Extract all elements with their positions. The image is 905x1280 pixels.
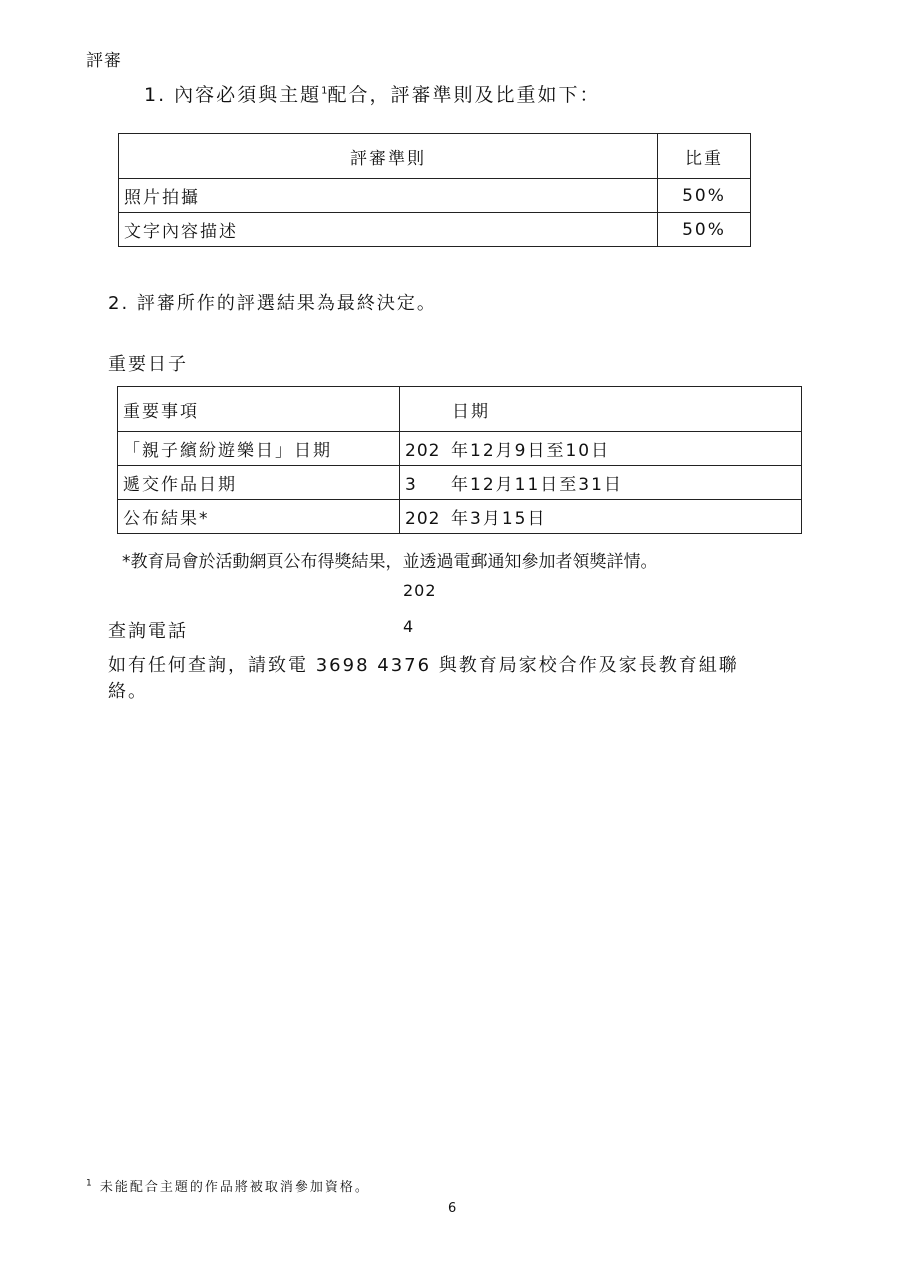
criterion-cell: 照片拍攝 [119, 179, 658, 213]
page-number: 6 [448, 1201, 457, 1216]
item-cell: 「親子繽紛遊樂日」日期 [118, 432, 400, 466]
point-1-text: 1. 內容必須與主題 [144, 84, 322, 106]
header-weight: 比重 [658, 134, 751, 179]
footnote-reference: 1 [321, 85, 328, 97]
criteria-table [118, 133, 751, 247]
section-title-judging: 評審 [86, 51, 122, 71]
enquiry-text-line-2: 絡。 [108, 681, 148, 702]
footnote-text: 未能配合主題的作品將被取消參加資格。 [99, 1180, 370, 1195]
table-header-row [118, 387, 802, 432]
results-note: *教育局會於活動網頁公布得獎結果，並透過電郵通知參加者領獎詳情。 [122, 552, 658, 572]
date-cell [400, 466, 802, 500]
date-text: 年12月9日至10日 [451, 441, 611, 461]
stray-year-fragment: 202 [403, 581, 437, 600]
date-text: 年12月11日至31日 [451, 475, 623, 495]
table-row [119, 213, 751, 247]
judging-point-1 [144, 80, 601, 107]
table-row [118, 466, 802, 500]
header-criteria: 評審準則 [119, 134, 658, 179]
weight-cell: 50% [658, 179, 751, 213]
point-1-rest: 配合，評審準則及比重如下： [327, 84, 601, 106]
year-fragment: 202 [405, 441, 441, 461]
year-fragment: 3 [405, 475, 417, 495]
year-fragment: 202 [405, 509, 441, 529]
table-row [118, 500, 802, 534]
important-dates-table [117, 386, 802, 534]
weight-cell: 50% [658, 213, 751, 247]
section-title-dates: 重要日子 [108, 354, 188, 375]
item-cell: 公布結果* [118, 500, 400, 534]
criterion-cell: 文字內容描述 [119, 213, 658, 247]
date-cell [400, 432, 802, 466]
date-text: 年3月15日 [451, 509, 547, 529]
footnote [86, 1176, 370, 1195]
section-title-enquiry: 查詢電話 [108, 621, 188, 642]
header-date: 日期 [400, 387, 802, 432]
table-row [119, 179, 751, 213]
date-cell [400, 500, 802, 534]
table-row [118, 432, 802, 466]
enquiry-text-line-1: 如有任何查詢，請致電 3698 4376 與教育局家校合作及家長教育組聯 [108, 655, 739, 676]
item-cell: 遞交作品日期 [118, 466, 400, 500]
footnote-mark: 1 [86, 1178, 94, 1189]
table-header-row [119, 134, 751, 179]
stray-year-fragment: 4 [403, 617, 414, 636]
judging-point-2: 2. 評審所作的評選結果為最終決定。 [108, 293, 437, 314]
header-item: 重要事項 [118, 387, 400, 432]
